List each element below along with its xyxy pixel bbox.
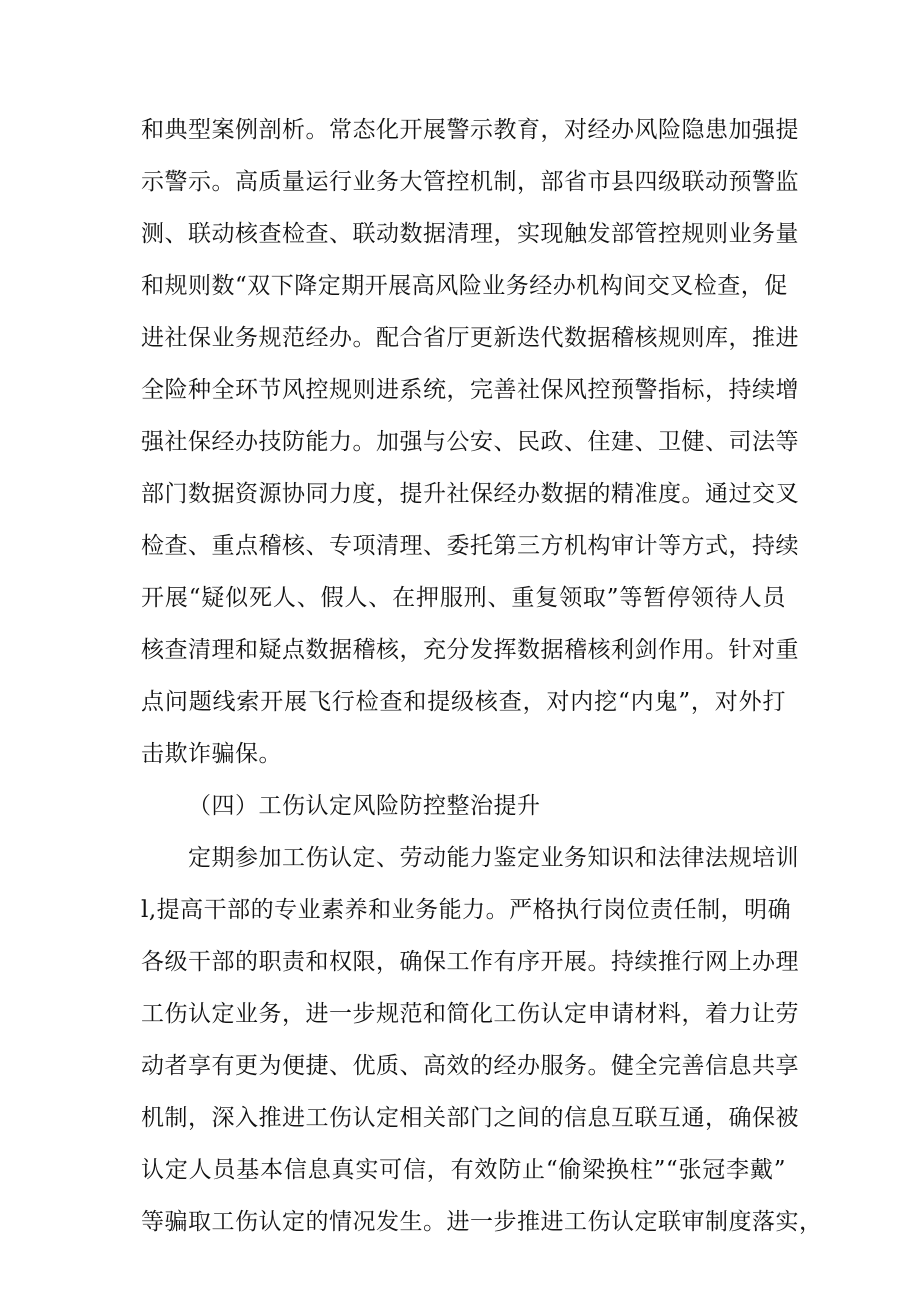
paragraph-line: 检查、重点稽核、专项清理、委托第三方机构审计等方式，持续: [141, 533, 799, 559]
paragraph-line: 等骗取工伤认定的情况发生。进一步推进工伤认定联审制度落实，: [141, 1209, 823, 1235]
paragraph-line: 认定人员基本信息真实可信，有效防止“偷梁换柱”“张冠李戴”: [141, 1157, 786, 1183]
paragraph-line: 示警示。高质量运行业务大管控机制，部省市县四级联动预警监: [141, 169, 799, 195]
section-heading: （四）工伤认定风险防控整治提升: [188, 793, 541, 819]
paragraph-line: 击欺诈骗保。: [141, 741, 282, 767]
paragraph-line: 核查清理和疑点数据稽核，充分发挥数据稽核利剑作用。针对重: [141, 637, 799, 663]
paragraph-line: 和典型案例剖析。常态化开展警示教育，对经办风险隐患加强提: [141, 117, 799, 143]
paragraph-line: l,提高干部的专业素养和业务能力。严格执行岗位责任制，明确: [141, 897, 792, 923]
paragraph-line: 部门数据资源协同力度，提升社保经办数据的精准度。通过交叉: [141, 481, 799, 507]
paragraph-line: 开展“疑似死人、假人、在押服刑、重复领取”等暂停领待人员: [141, 585, 786, 611]
paragraph-line: 机制，深入推进工伤认定相关部门之间的信息互联互通，确保被: [141, 1105, 799, 1131]
paragraph-line: 强社保经办技防能力。加强与公安、民政、住建、卫健、司法等: [141, 429, 799, 455]
paragraph-line: 动者享有更为便捷、优质、高效的经办服务。健全完善信息共享: [141, 1053, 799, 1079]
paragraph-line: 全险种全环节风控规则进系统，完善社保风控预警指标，持续增: [141, 377, 799, 403]
paragraph-line: 测、联动核查检查、联动数据清理，实现触发部管控规则业务量: [141, 221, 799, 247]
paragraph-line: 和规则数“双下降定期开展高风险业务经办机构间交叉检查，促: [141, 273, 788, 299]
paragraph-line: 点问题线索开展飞行检查和提级核查，对内挖“内鬼”，对外打: [141, 689, 786, 715]
paragraph-line: 进社保业务规范经办。配合省厅更新迭代数据稽核规则库，推进: [141, 325, 799, 351]
paragraph-line: 工伤认定业务，进一步规范和简化工伤认定申请材料，着力让劳: [141, 1001, 799, 1027]
paragraph-line: 定期参加工伤认定、劳动能力鉴定业务知识和法律法规培训: [188, 845, 799, 871]
paragraph-line: 各级干部的职责和权限，确保工作有序开展。持续推行网上办理: [141, 949, 799, 975]
